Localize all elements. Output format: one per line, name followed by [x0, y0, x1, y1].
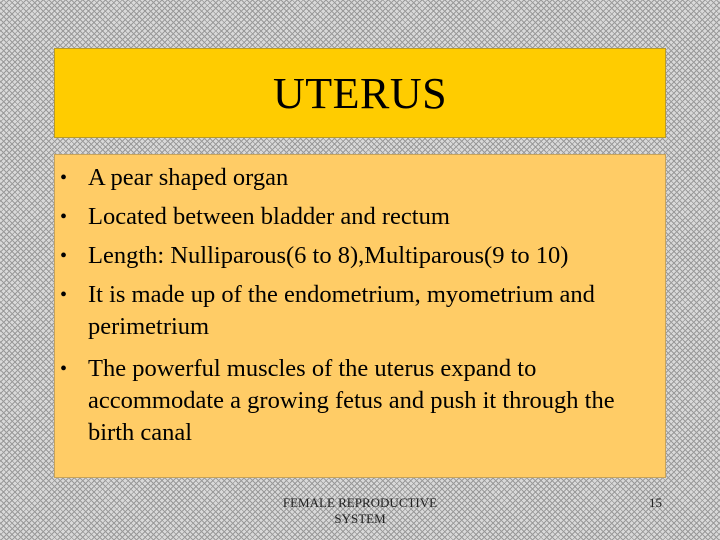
bullet-item	[55, 279, 665, 343]
page-number: 15	[649, 495, 662, 510]
bullet-text: Length: Nulliparous(6 to 8),Multiparous(9 to 10)	[88, 242, 569, 269]
bullet-item	[55, 162, 665, 194]
bullet-icon: •	[60, 245, 68, 267]
footer-text: FEMALE REPRODUCTIVE SYSTEM	[282, 495, 438, 526]
bullet-item	[55, 353, 665, 449]
slide-title: UTERUS	[272, 68, 448, 118]
bullet-text: A pear shaped organ	[88, 164, 289, 191]
bullet-icon: •	[60, 358, 68, 380]
bullet-icon: •	[60, 284, 68, 306]
bullet-icon: •	[60, 206, 68, 228]
bullet-text: The powerful muscles of the uterus expand to accommodate a growing fetus and push it through the birth canal	[88, 355, 615, 446]
bullet-text: It is made up of the endometrium, myometrium and perimetrium	[88, 281, 595, 340]
title-box	[55, 49, 665, 137]
bullet-text: Located between bladder and rectum	[88, 203, 450, 230]
bullet-list	[55, 162, 665, 457]
bullet-item	[55, 201, 665, 233]
content-box	[55, 155, 665, 477]
bullet-item	[55, 240, 665, 272]
bullet-icon: •	[60, 167, 68, 189]
